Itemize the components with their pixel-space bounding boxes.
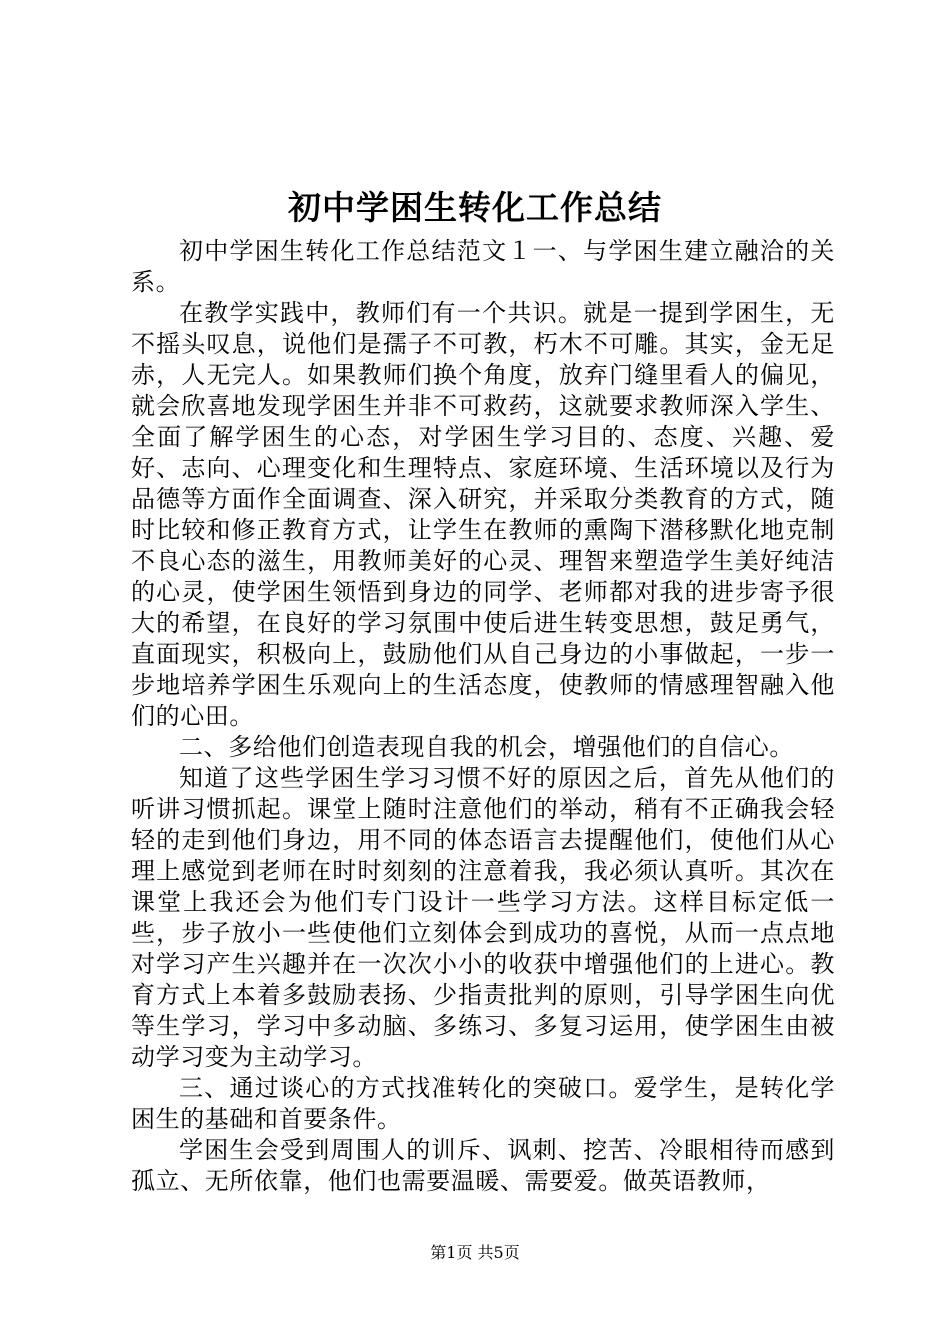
document-body — [131, 236, 835, 1197]
page-number-footer: 第1页 共5页 — [430, 1243, 520, 1262]
paragraph-section-three-heading: 三、通过谈心的方式找准转化的突破口。爱学生，是转化学困生的基础和首要条件。 — [131, 1074, 835, 1133]
paragraph-teaching-practice: 在教学实践中，教师们有一个共识。就是一提到学困生，无不摇头叹息，说他们是孺子不可教，朽木不可雕。其实，金无足赤，人无完人。如果教师们换个角度，放弃门缝里看人的偏见，就会欣喜地发现学困生并非不可救药，这就要求教师深入学生、全面了解学困生的心态，对学困生学习目的、态度、兴趣、爱好、志向、心理变化和生理特点、家庭环境、生活环境以及行为品德等方面作全面调查、深入研究，并采取分类教育的方式，随时比较和修正教育方式，让学生在教师的熏陶下潜移默化地克制不良心态的滋生，用教师美好的心灵、理智来塑造学生美好纯洁的心灵，使学困生领悟到身边的同学、老师都对我的进步寄予很大的希望，在良好的学习氛围中使后进生转变思想，鼓足勇气，直面现实，积极向上，鼓励他们从自己身边的小事做起，一步一步地培养学困生乐观向上的生活态度，使教师的情感理智融入他们的心田。 — [131, 299, 835, 730]
paragraph-need-warmth: 学困生会受到周围人的训斥、讽刺、挖苦、冷眼相待而感到孤立、无所依靠，他们也需要温暖、需要爱。做英语教师， — [131, 1136, 835, 1195]
paragraph-study-habits: 知道了这些学困生学习习惯不好的原因之后，首先从他们的听讲习惯抓起。课堂上随时注意他们的举动，稍有不正确我会轻轻的走到他们身边，用不同的体态语言去提醒他们，使他们从心理上感觉到老师在时时刻刻的注意着我，我必须认真听。其次在课堂上我还会为他们专门设计一些学习方法。这样目标定低一些，步子放小一些使他们立刻体会到成功的喜悦，从而一点点地对学习产生兴趣并在一次次小小的收获中增强他们的上进心。教育方式上本着多鼓励表扬、少指责批判的原则，引导学困生向优等生学习，学习中多动脑、多练习、多复习运用，使学困生由被动学习变为主动学习。 — [131, 764, 835, 1071]
paragraph-section-two-heading: 二、多给他们创造表现自我的机会，增强他们的自信心。 — [179, 733, 794, 761]
document-title: 初中学困生转化工作总结 — [288, 188, 662, 227]
paragraph-intro: 初中学困生转化工作总结范文１一、与学困生建立融洽的关系。 — [131, 237, 835, 296]
